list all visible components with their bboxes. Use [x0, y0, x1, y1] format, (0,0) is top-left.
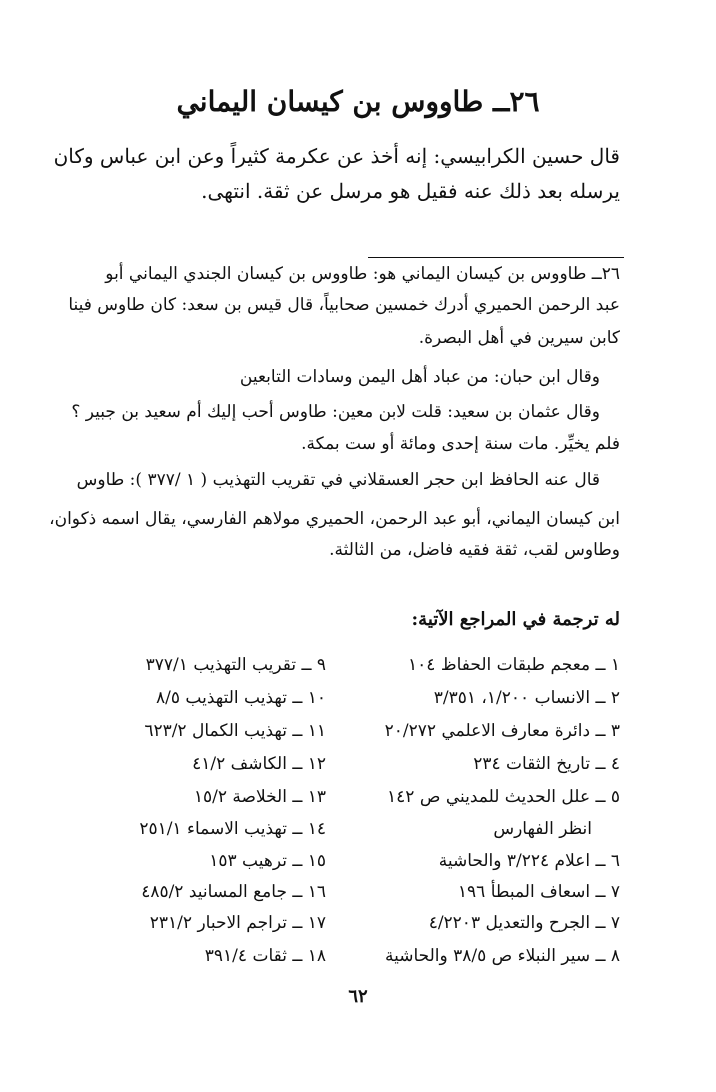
reference-item: ١٠ ــ تهذيب التهذيب ٨/٥ — [156, 688, 326, 708]
footnote-line: قال عنه الحافظ ابن حجر العسقلاني في تقريب التهذيب ( ١ /٣٧٧ ): طاوس — [76, 470, 600, 490]
reference-item: ٧ ــ اسعاف المبطأ ١٩٦ — [457, 882, 620, 902]
reference-item: ٨ ــ سير النبلاء ص ٣٨/٥ والحاشية — [384, 946, 620, 966]
reference-item: ٢ ــ الانساب ١/٢٠٠، ٣/٣٥١ — [433, 688, 620, 708]
footnote-line: وطاوس لقب، ثقة فقيه فاضل، من الثالثة. — [329, 540, 620, 560]
page-number: ٦٢ — [348, 986, 368, 1007]
reference-item: ١٨ ــ ثقات ٣٩١/٤ — [204, 946, 326, 966]
reference-item: ٤ ــ تاريخ الثقات ٢٣٤ — [473, 754, 620, 774]
footnote-line: وقال ابن حبان: من عباد أهل اليمن وسادات التابعين — [239, 367, 600, 387]
reference-item: انظر الفهارس — [493, 819, 592, 839]
reference-item: ١٧ ــ تراجم الاحبار ٢٣١/٢ — [149, 913, 326, 933]
reference-item: ١٣ ــ الخلاصة ١٥/٢ — [193, 787, 326, 807]
footnote-line: ابن كيسان اليماني، أبو عبد الرحمن، الحميري مولاهم الفارسي، يقال اسمه ذكوان، — [49, 509, 620, 529]
reference-item: ١٢ ــ الكاشف ٤١/٢ — [192, 754, 326, 774]
reference-item: ٩ ــ تقريب التهذيب ٣٧٧/١ — [145, 655, 326, 675]
reference-item: ٧ ــ الجرح والتعديل ٤/٢٢٠٣ — [428, 913, 620, 933]
footnote-divider — [368, 257, 624, 258]
footnote-line: ٢٦ــ طاووس بن كيسان اليماني هو: طاووس بن كيسان الجندي اليماني أبو — [105, 264, 620, 284]
reference-item: ٦ ــ اعلام ٣/٢٢٤ والحاشية — [438, 851, 620, 871]
reference-item: ٣ ــ دائرة معارف الاعلمي ٢٠/٢٧٢ — [384, 721, 620, 741]
page-title: ٢٦ــ طاووس بن كيسان اليماني — [176, 85, 540, 118]
footnote-line: فلم يخيِّر. مات سنة إحدى ومائة أو ست بمكة. — [301, 434, 620, 454]
footnote-line: عبد الرحمن الحميري أدرك خمسين صحابياً، قال قيس بن سعد: كان طاوس فينا — [68, 295, 620, 315]
reference-item: ١١ ــ تهذيب الكمال ٦٢٣/٢ — [144, 721, 326, 741]
reference-item: ١٥ ــ ترهيب ١٥٣ — [209, 851, 326, 871]
footnote-line: وقال عثمان بن سعيد: قلت لابن معين: طاوس أحب إليك أم سعيد بن جبير ؟ — [71, 402, 600, 422]
reference-item: ١ ــ معجم طبقات الحفاظ ١٠٤ — [408, 655, 620, 675]
footnote-line: كابن سيرين في أهل البصرة. — [418, 328, 620, 348]
main-line: يرسله بعد ذلك عنه فقيل هو مرسل عن ثقة. انتهى. — [201, 179, 620, 203]
reference-item: ١٤ ــ تهذيب الاسماء ٢٥١/١ — [139, 819, 326, 839]
main-line: قال حسين الكرابيسي: إنه أخذ عن عكرمة كثيراً وعن ابن عباس وكان — [53, 144, 620, 168]
references-heading: له ترجمة في المراجع الآتية: — [411, 609, 620, 630]
reference-item: ١٦ ــ جامع المسانيد ٤٨٥/٢ — [141, 882, 326, 902]
reference-item: ٥ ــ علل الحديث للمديني ص ١٤٢ — [387, 787, 620, 807]
